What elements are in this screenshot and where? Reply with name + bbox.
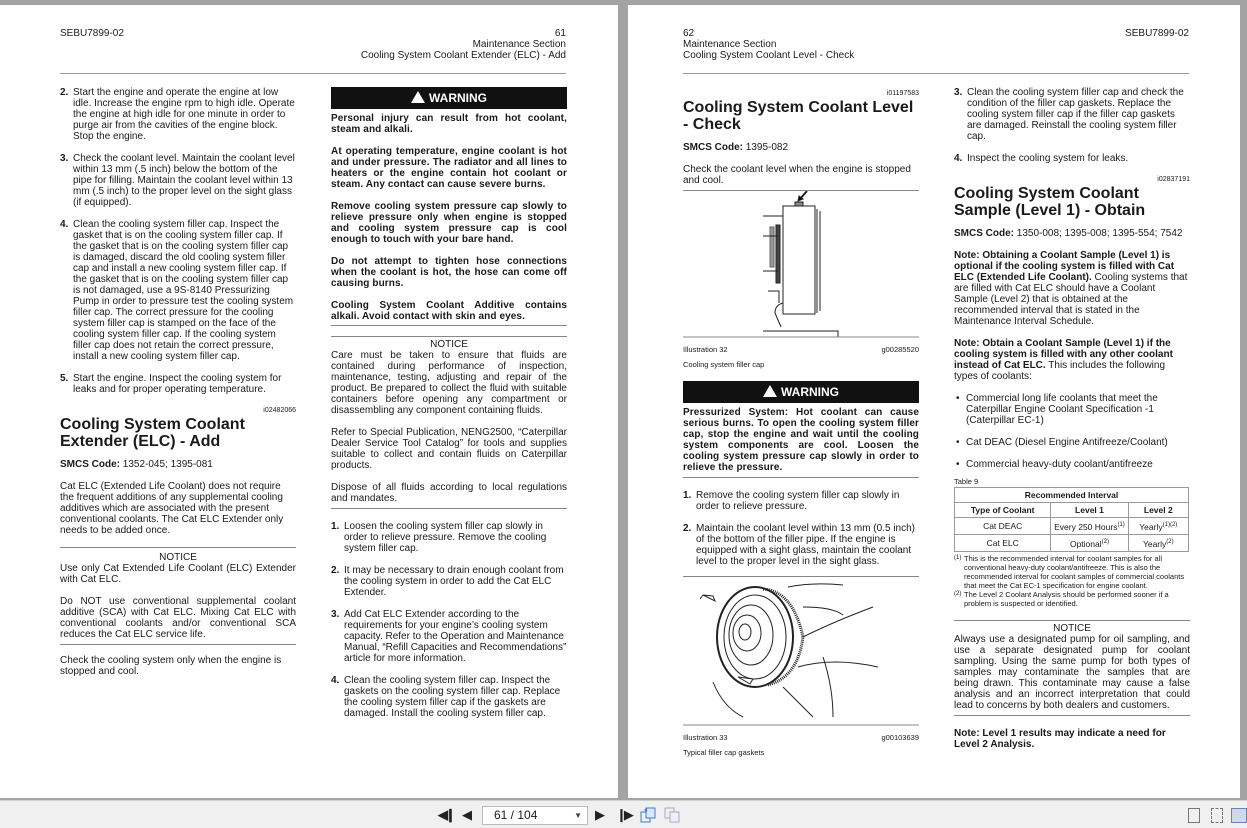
warning-banner: WARNING <box>683 381 919 403</box>
table-title: Recommended Interval <box>955 488 1189 503</box>
warning-banner: WARNING <box>331 87 567 109</box>
list-item: 3. Add Cat ELC Extender according to the requirements for your engine’s cooling system capacity. Refer to the Operation and Maintenance Manual, “Refill Capacities and Recommendations” article for more information. <box>331 609 567 664</box>
notice-text: Always use a designated pump for oil sampling, and use a separate designated pump for coolant sampling. Using the same pump for both types of samples may contaminate the samples that are being drawn. This contaminate may cause a false analysis and an incorrect interpretation that could lead to concerns by both dealers and customers. <box>954 633 1190 711</box>
page-61 <box>0 5 618 798</box>
notice-text: Do NOT use conventional supplemental coolant additive (SCA) with Cat ELC. Mixing Cat ELC with conventional coolants and/or conventional SCA reduces the Cat ELC service life. <box>60 596 296 640</box>
illustration-radiator <box>683 191 919 339</box>
doc-code: SEBU7899-02 <box>60 28 124 39</box>
illustration-title: Cooling system filler cap <box>683 360 765 369</box>
page-number: 62 <box>683 28 695 39</box>
list-item: 4. Clean the cooling system filler cap. Inspect the gaskets on the cooling system filler cap. Replace the cooling system filler cap if the gaskets are damaged. Install the cooling system filler cap. <box>331 675 561 719</box>
list-item: 3. Check the coolant level. Maintain the coolant level within 13 mm (.5 inch) below the bottom of the pipe for filling. Maintain the coolant level within 13 mm (.5 inch) to the proper level on the sight glass (if equipped). <box>60 153 295 208</box>
warning-rule <box>683 477 919 478</box>
illustration-caption: Illustration 33 g00103639 <box>683 733 919 742</box>
single-page-icon[interactable] <box>1188 808 1200 823</box>
warning-triangle-icon <box>763 385 777 397</box>
go-back-view-icon[interactable] <box>640 807 656 823</box>
check-text: Check the cooling system only when the engine is stopped and cool. <box>60 655 282 677</box>
list-item: 2. It may be necessary to drain enough coolant from the cooling system in order to add the Cat ELC Extender. <box>331 565 564 598</box>
warning-text: Cooling System Coolant Additive contains alkali. Avoid contact with skin and eyes. <box>331 300 567 322</box>
list-item: 5. Start the engine. Inspect the cooling system for leaks and for proper operating temperature. <box>60 373 282 395</box>
list-item: 1. Loosen the cooling system filler cap slowly in order to relieve pressure. Remove the cooling system filler cap. <box>331 521 547 554</box>
bullet-item: • Commercial long life coolants that meet the Caterpillar Engine Coolant Specification -1 (Caterpillar EC-1) <box>956 393 1158 426</box>
notice-rule <box>954 715 1190 716</box>
list-item: 3. Clean the cooling system filler cap and check the condition of the filler cap gaskets. Replace the cooling system filler cap if the filler cap gaskets are damaged. Reinstall the cooling system filler cap. <box>954 87 1184 142</box>
topic-name: Cooling System Coolant Level - Check <box>683 50 855 61</box>
warning-text: Remove cooling system pressure cap slowly to relieve pressure only when engine is stopped and cooling system pressure cap is cool enough to touch with your bare hand. <box>331 201 567 245</box>
notice-rule <box>60 644 296 645</box>
column-right <box>331 87 567 730</box>
article-id: i01197583 <box>886 90 919 97</box>
column-header: Level 2 <box>1128 503 1188 518</box>
intro-text: Cat ELC (Extended Life Coolant) does not require the frequent additions of any supplemental cooling additives which are associated with the present conventional coolants. The Cat ELC Extender only needs to be added once. <box>60 481 284 536</box>
previous-page-icon[interactable]: ◀ <box>462 807 472 822</box>
page-header <box>266 28 566 61</box>
warning-rule <box>331 325 567 326</box>
article-id: i02482066 <box>263 407 296 414</box>
footnote: (1) This is the recommended interval for coolant samples for all conventional heavy-duty coolant/antifreeze. This is also the recommended interval for coolant samples of commercial coolants that meet the Cat EC-1 specification for engine coolant. <box>954 553 1185 590</box>
notice-title: NOTICE <box>1053 622 1091 634</box>
doc-code: SEBU7899-02 <box>1125 28 1189 39</box>
column-left <box>683 85 919 769</box>
table-row: Cat ELC Optional$^{(2)}$ Yearly$^{(2)}$ <box>955 534 1189 551</box>
notice-title: NOTICE <box>430 339 468 350</box>
viewer-toolbar <box>0 800 1247 828</box>
page-header <box>683 28 854 61</box>
notice-text: Use only Cat Extended Life Coolant (ELC) Extender with Cat ELC. <box>60 563 296 585</box>
warning-text: Pressurized System: Hot coolant can cause serious burns. To open the cooling system filler cap, stop the engine and wait until the cooling system components are cool. Loosen the cooling system pressure cap slowly in order to relieve the pressure. <box>683 407 919 473</box>
table-row: Cat DEAC Every 250 Hours$^{(1)}$ Yearly$^{(1)(2)}$ <box>955 518 1189 535</box>
list-item: 4. Clean the cooling system filler cap. Inspect the gasket that is on the cooling system filler cap. If the gasket that is on the cooling system filler cap is damaged, discard the old cooling system filler cap and install a new cooling system filler cap. If the gasket that is on the cooling system filler cap is not damaged, use a 9S-8140 Pressurizing Pump in order to pressure test the cooling system filler cap. The correct pressure for the cooling system filler cap is stamped on the face of the cooling system filler cap. If the cooling system filler cap does not retain the correct pressure, install a new cooling system filler cap. <box>60 219 294 362</box>
last-page-icon[interactable]: ❙▶ <box>616 807 631 822</box>
column-header: Level 1 <box>1051 503 1128 518</box>
page-number: 61 <box>554 28 566 39</box>
column-header: Type of Coolant <box>955 503 1051 518</box>
article-id: i02837191 <box>1157 176 1190 183</box>
chevron-down-icon: ▼ <box>574 811 582 820</box>
article-heading: Cooling System Coolant Level - Check <box>683 99 914 133</box>
smcs-code: SMCS Code: 1352-045; 1395-081 <box>60 459 213 470</box>
bullet-item: • Cat DEAC (Diesel Engine Antifreeze/Coolant) <box>956 437 1168 448</box>
page-62 <box>628 5 1240 798</box>
notice-text: Dispose of all fluids according to local regulations and mandates. <box>331 482 567 504</box>
notice-rule <box>331 508 567 509</box>
column-right <box>954 87 1190 761</box>
header-rule <box>60 73 566 74</box>
page-number-select[interactable]: 61 / 104 ▼ <box>482 806 588 825</box>
notice-rule <box>954 620 1190 621</box>
list-item: 2. Maintain the coolant level within 13 mm (0.5 inch) of the bottom of the filler pipe. If the engine is equipped with a sight glass, maintain the coolant level to the proper level in the sight glass. <box>683 523 915 567</box>
header-rule <box>683 73 1189 74</box>
list-item: 4. Inspect the cooling system for leaks. <box>954 153 1129 164</box>
footnote: (2) The Level 2 Coolant Analysis should be performed sooner if a problem is suspected or identified. <box>954 589 1169 608</box>
warning-text: Personal injury can result from hot coolant, steam and alkali. <box>331 113 567 135</box>
smcs-code: SMCS Code: 1350-008; 1395-008; 1395-554; 7542 <box>954 228 1183 239</box>
note-text: Note: Level 1 results may indicate a need for Level 2 Analysis. <box>954 727 1166 750</box>
column-left <box>60 87 296 688</box>
illustration-filler-cap <box>683 577 919 727</box>
list-item: 2. Start the engine and operate the engine at low idle. Increase the engine rpm to high idle. Operate the engine at high idle for one minute in order to purge air from the cavities of the engine block. Stop the engine. <box>60 87 295 142</box>
recommended-interval-table <box>954 487 1189 552</box>
notice-text: Refer to Special Publication, NENG2500, “Caterpillar Dealer Service Tool Catalog” for tools and supplies suitable to collect and contain fluids on Caterpillar products. <box>331 427 567 471</box>
article-heading: Cooling System Coolant Sample (Level 1) - Obtain <box>954 185 1146 219</box>
bullet-item: • Commercial heavy-duty coolant/antifreeze <box>956 459 1153 470</box>
notice-rule <box>60 547 296 548</box>
notice-title: NOTICE <box>159 552 197 563</box>
smcs-code: SMCS Code: 1395-082 <box>683 142 789 153</box>
go-forward-view-icon[interactable] <box>664 807 680 823</box>
warning-text: At operating temperature, engine coolant is hot and under pressure. The radiator and all lines to heaters or the engine contain hot coolant or steam. Any contact can cause severe burns. <box>331 146 567 190</box>
section-name: Maintenance Section <box>683 39 777 50</box>
next-page-icon[interactable]: ▶ <box>595 807 605 822</box>
first-page-icon[interactable]: ◀❙ <box>438 807 453 822</box>
article-heading: Cooling System Coolant Extender (ELC) - Add <box>60 416 245 450</box>
continuous-page-icon[interactable] <box>1211 808 1223 823</box>
note-text: Note: Obtaining a Coolant Sample (Level 1) is optional if the cooling system is filled with Cat ELC (Extended Life Coolant). Cooling systems that are filled with Cat ELC should have a Coolant Sample (Level 2) that is obtained at the recommended interval that is stated in the Maintenance Interval Schedule. <box>954 250 1188 327</box>
illustration-title: Typical filler cap gaskets <box>683 748 765 757</box>
footnotes <box>954 554 1190 608</box>
intro-text: Check the coolant level when the engine is stopped and cool. <box>683 164 911 186</box>
illustration-caption: Illustration 32 g00285520 <box>683 345 919 354</box>
two-page-icon[interactable] <box>1231 808 1247 823</box>
steps-top <box>60 87 296 395</box>
table-label: Table 9 <box>954 477 979 486</box>
notice-text: Care must be taken to ensure that fluids are contained during performance of inspection, maintenance, testing, adjusting and repair of the product. Be prepared to collect the fluid with suitable containers before opening any compartment or disassembling any component containing fluids. <box>331 350 567 416</box>
warning-triangle-icon <box>411 91 425 103</box>
topic-name: Cooling System Coolant Extender (ELC) - Add <box>360 50 566 61</box>
section-name: Maintenance Section <box>472 39 566 50</box>
note-text: Note: Obtain a Coolant Sample (Level 1) if the cooling system is filled with any other coolant instead of Cat ELC. This includes the following types of coolants: <box>954 338 1173 382</box>
warning-text: Do not attempt to tighten hose connections when the coolant is hot, the hose can come off causing burns. <box>331 256 567 289</box>
notice-rule <box>331 336 567 337</box>
list-item: 1. Remove the cooling system filler cap slowly in order to relieve pressure. <box>683 490 900 512</box>
